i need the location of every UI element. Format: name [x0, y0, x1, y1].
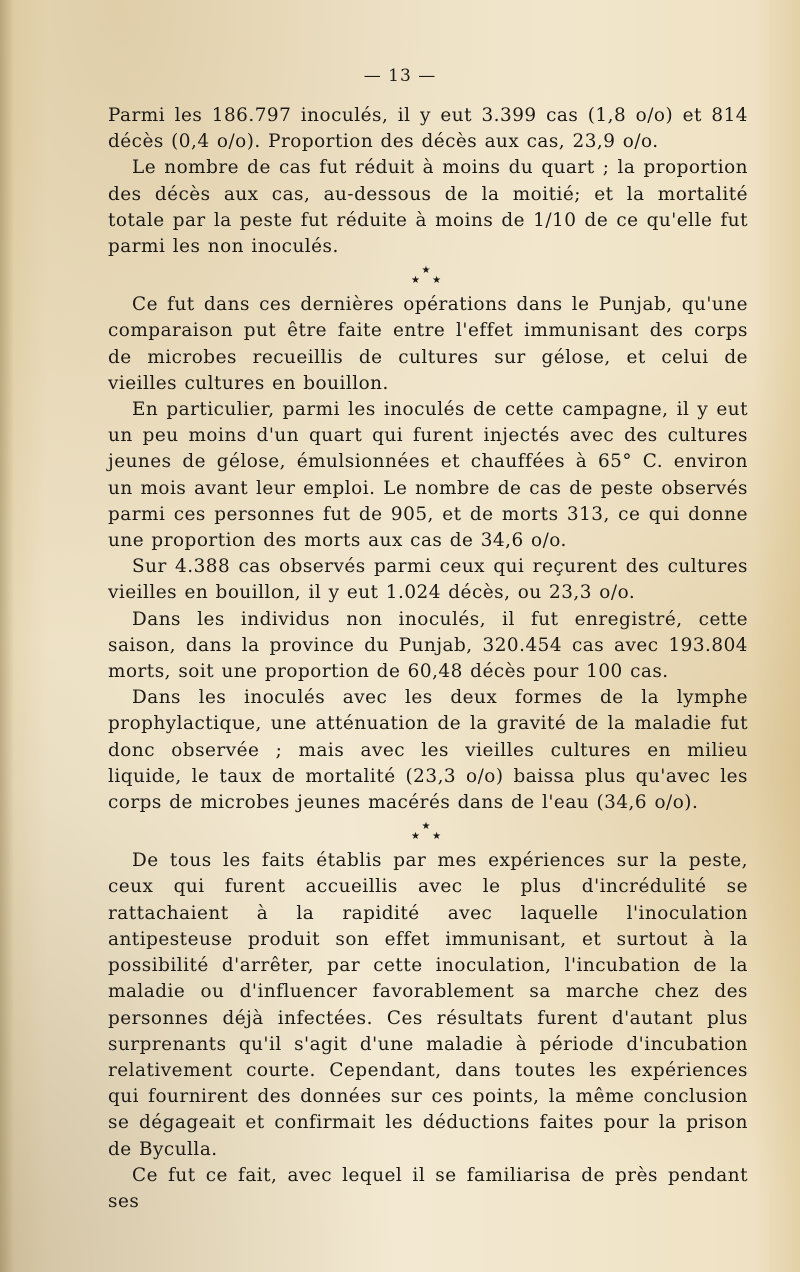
asterism-separator — [108, 822, 748, 842]
asterism-top: ★ — [421, 821, 435, 833]
asterism-separator — [108, 266, 748, 286]
paragraph: En particulier, parmi les inoculés de cette campagne, il y eut un peu moins d'un quart qui furent injectés avec des cultures jeunes de gélose, émulsionnées et chauffées à 65° C. environ un mois avant leur emploi. Le nombre de cas de peste observés parmi ces personnes fut de 905, et de morts 313, ce qui donne une proportion des morts aux cas de 34,6 o/o. — [108, 399, 748, 552]
paragraph: Le nombre de cas fut réduit à moins du quart ; la proportion des décès aux cas, au-dessous de la moitié; et la mortalité totale par la peste fut réduite à moins de 1/10 de ce qu'elle fut parmi les non inoculés. — [108, 157, 748, 258]
paragraph: Dans les inoculés avec les deux formes de la lymphe prophylactique, une atténuation de la gravité de la maladie fut donc observée ; mais avec les vieilles cultures en milieu liquide, le taux de mortalité (23,3 o/o) baissa plus qu'avec les corps de microbes jeunes macérés dans de l'eau (34,6 o/o). — [108, 687, 748, 814]
paragraph: Dans les individus non inoculés, il fut enregistré, cette saison, dans la province du Punjab, 320.454 cas avec 193.804 morts, soit une proportion de 60,48 décès pour 100 cas. — [108, 608, 748, 683]
paragraph: Parmi les 186.797 inoculés, il y eut 3.399 cas (1,8 o/o) et 814 décès (0,4 o/o). Proportion des décès aux cas, 23,9 o/o. — [108, 105, 748, 153]
page-number: — 13 — — [363, 66, 437, 86]
paragraph: De tous les faits établis par mes expériences sur la peste, ceux qui furent accueillis avec le plus d'incrédulité se rattachaient à la rapidité avec laquelle l'inoculation antipesteuse produit son effet immunisant, et surtout à la possibilité d'arrêter, par cette inoculation, l'incubation de la maladie ou d'influencer favorablement sa marche chez des personnes déjà infectées. Ces résultats furent d'autant plus surprenants qu'il s'agit d'une maladie à période d'incubation relativement courte. Cependant, dans toutes les expériences qui fournirent des données sur ces points, la même conclusion se dégageait et confirmait les déductions faites pour la prison de Byculla. — [108, 850, 748, 1160]
paragraph: Ce fut dans ces dernières opérations dans le Punjab, qu'une comparaison put être faite entre l'effet immunisant des corps de microbes recueillis de cultures sur gélose, et celui de vieilles cultures en bouillon. — [108, 294, 748, 394]
page-edge-shadow — [0, 0, 14, 1272]
body-text — [108, 103, 748, 1215]
asterism-bottom: ★ ★ — [410, 275, 446, 287]
asterism-top: ★ — [421, 265, 435, 277]
asterism-bottom: ★ ★ — [410, 831, 446, 843]
paragraph: Sur 4.388 cas observés parmi ceux qui reçurent des cultures vieilles en bouillon, il y eut 1.024 décès, ou 23,3 o/o. — [108, 556, 748, 604]
paragraph: Ce fut ce fait, avec lequel il se familiarisa de près pendant ses — [108, 1164, 748, 1212]
